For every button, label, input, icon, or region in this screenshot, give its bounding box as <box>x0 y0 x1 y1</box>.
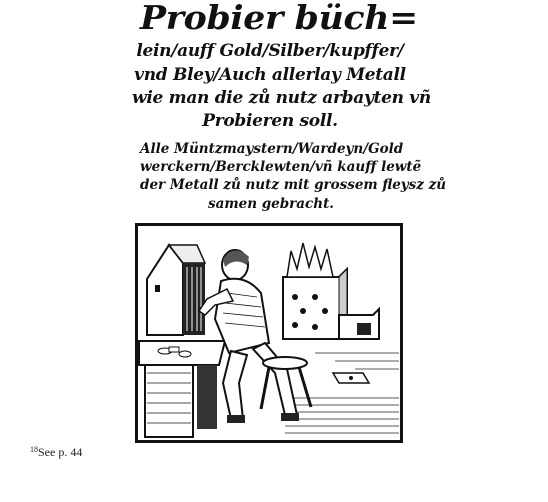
work-bench <box>139 341 225 437</box>
footnote-text: See p. 44 <box>38 445 83 459</box>
footnote-marker: 18 <box>30 445 38 454</box>
title-line-3: vnd Bley/Auch allerlay Metall <box>134 65 406 85</box>
woodcut-illustration <box>135 223 403 443</box>
floor-tile <box>333 373 369 383</box>
title-line-4: wie man die zů nutz arbayten vñ <box>132 88 431 108</box>
subtitle-line-1: Alle Müntzmaystern/Wardeyn/Gold <box>140 141 404 157</box>
footnote <box>30 445 82 460</box>
subtitle-line-4: samen gebracht. <box>207 196 335 212</box>
title-line-2: lein/auff Gold/Silber/kupffer/ <box>136 41 404 61</box>
title-line-1: Probier büch= <box>140 0 418 37</box>
title-line-5: Probieren soll. <box>202 111 338 131</box>
subtitle-line-2: werckern/Bercklewten/vñ kauff lewtẽ <box>140 159 422 175</box>
subtitle-line-3: der Metall zů nutz mit grossem fleysz zů <box>140 177 447 193</box>
